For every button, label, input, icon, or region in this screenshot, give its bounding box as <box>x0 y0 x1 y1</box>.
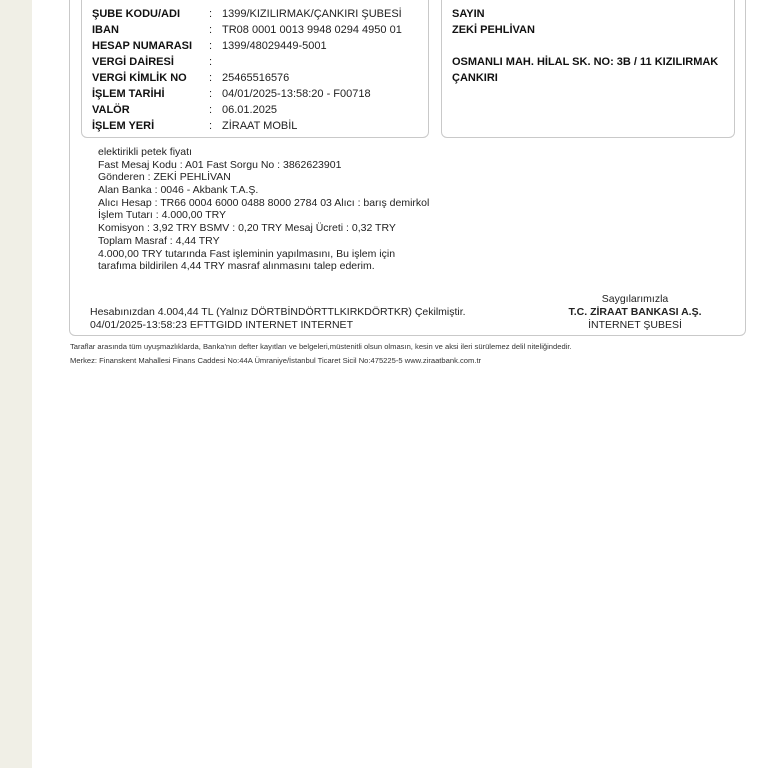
field-colon: : <box>209 72 213 84</box>
field-colon: : <box>209 8 213 20</box>
recipient-address-line: ÇANKIRI <box>452 72 498 84</box>
field-value: 1399/KIZILIRMAK/ÇANKIRI ŞUBESİ <box>222 8 402 20</box>
field-label: İŞLEM YERİ <box>92 120 155 132</box>
description-line: Toplam Masraf : 4,44 TRY <box>98 234 220 247</box>
field-label: VERGİ DAİRESİ <box>92 56 174 68</box>
field-colon: : <box>209 40 213 52</box>
description-line: Alan Banka : 0046 - Akbank T.A.Ş. <box>98 184 259 197</box>
recipient-name: ZEKİ PEHLİVAN <box>452 24 535 36</box>
description-line: elektirikli petek fiyatı <box>98 146 192 158</box>
legal-disclaimer <box>70 340 572 368</box>
transaction-description <box>98 146 429 273</box>
field-label: HESAP NUMARASI <box>92 40 193 52</box>
disclaimer-line: Merkez: Finanskent Mahallesi Finans Caddesi No:44A Ümraniye/İstanbul Ticaret Sicil No:475225-5 www.ziraatbank.com.tr <box>70 356 482 365</box>
closing-text: Saygılarımızla <box>601 293 669 305</box>
recipient-box <box>441 0 735 138</box>
field-label: ŞUBE KODU/ADI <box>92 8 181 20</box>
recipient-address-line: OSMANLI MAH. HİLAL SK. NO: 3B / 11 KIZILIRMAK <box>452 56 719 68</box>
field-value: 25465516576 <box>222 72 290 84</box>
field-value: 1399/48029449-5001 <box>222 40 327 52</box>
description-line: Gönderen : ZEKİ PEHLİVAN <box>98 171 231 184</box>
field-value: 06.01.2025 <box>222 104 278 116</box>
field-label: VALÖR <box>92 104 130 116</box>
withdrawal-line: Hesabınızdan 4.004,44 TL (Yalnız DÖRTBİNDÖRTTLKIRKDÖRTKR) Çekilmiştir. <box>90 306 466 318</box>
disclaimer-line: Taraflar arasında tüm uyuşmazlıklarda, Banka'nın defter kayıtları ve belgeleri,müstenitli olsun olmasın, kesin ve aksi ileri sürülemez delil niteliğindedir. <box>70 342 572 351</box>
description-line: İşlem Tutarı : 4.000,00 TRY <box>98 209 227 222</box>
field-colon: : <box>209 56 213 68</box>
description-line: Komisyon : 3,92 TRY BSMV : 0,20 TRY Mesaj Ücreti : 0,32 TRY <box>98 222 396 235</box>
field-colon: : <box>209 88 213 100</box>
signature-block <box>560 293 710 332</box>
field-colon: : <box>209 120 213 132</box>
bank-name: T.C. ZİRAAT BANKASI A.Ş. <box>568 306 702 318</box>
field-colon: : <box>209 104 213 116</box>
field-value: TR08 0001 0013 9948 0294 4950 01 <box>222 24 402 36</box>
field-colon: : <box>209 24 213 36</box>
account-info-box <box>81 0 429 138</box>
branch-name: İNTERNET ŞUBESİ <box>588 319 682 331</box>
salutation: SAYIN <box>452 8 485 20</box>
withdrawal-info <box>90 306 466 332</box>
field-value: 04/01/2025-13:58:20 - F00718 <box>222 88 371 100</box>
description-line: 4.000,00 TRY tutarında Fast işleminin yapılmasını, Bu işlem için <box>98 247 396 260</box>
field-label: VERGİ KİMLİK NO <box>92 72 187 84</box>
field-label: İŞLEM TARİHİ <box>92 88 165 100</box>
field-label: IBAN <box>92 24 119 36</box>
description-line: Fast Mesaj Kodu : A01 Fast Sorgu No : 3862623901 <box>98 158 342 171</box>
field-value: ZİRAAT MOBİL <box>222 120 298 132</box>
description-line: tarafıma bildirilen 4,44 TRY masraf alınmasını talep ederim. <box>98 260 375 273</box>
description-line: Alıcı Hesap : TR66 0004 6000 0488 8000 2784 03 Alıcı : barış demirkol <box>98 196 430 209</box>
timestamp-line: 04/01/2025-13:58:23 EFTTGIDD INTERNET INTERNET <box>90 319 353 331</box>
